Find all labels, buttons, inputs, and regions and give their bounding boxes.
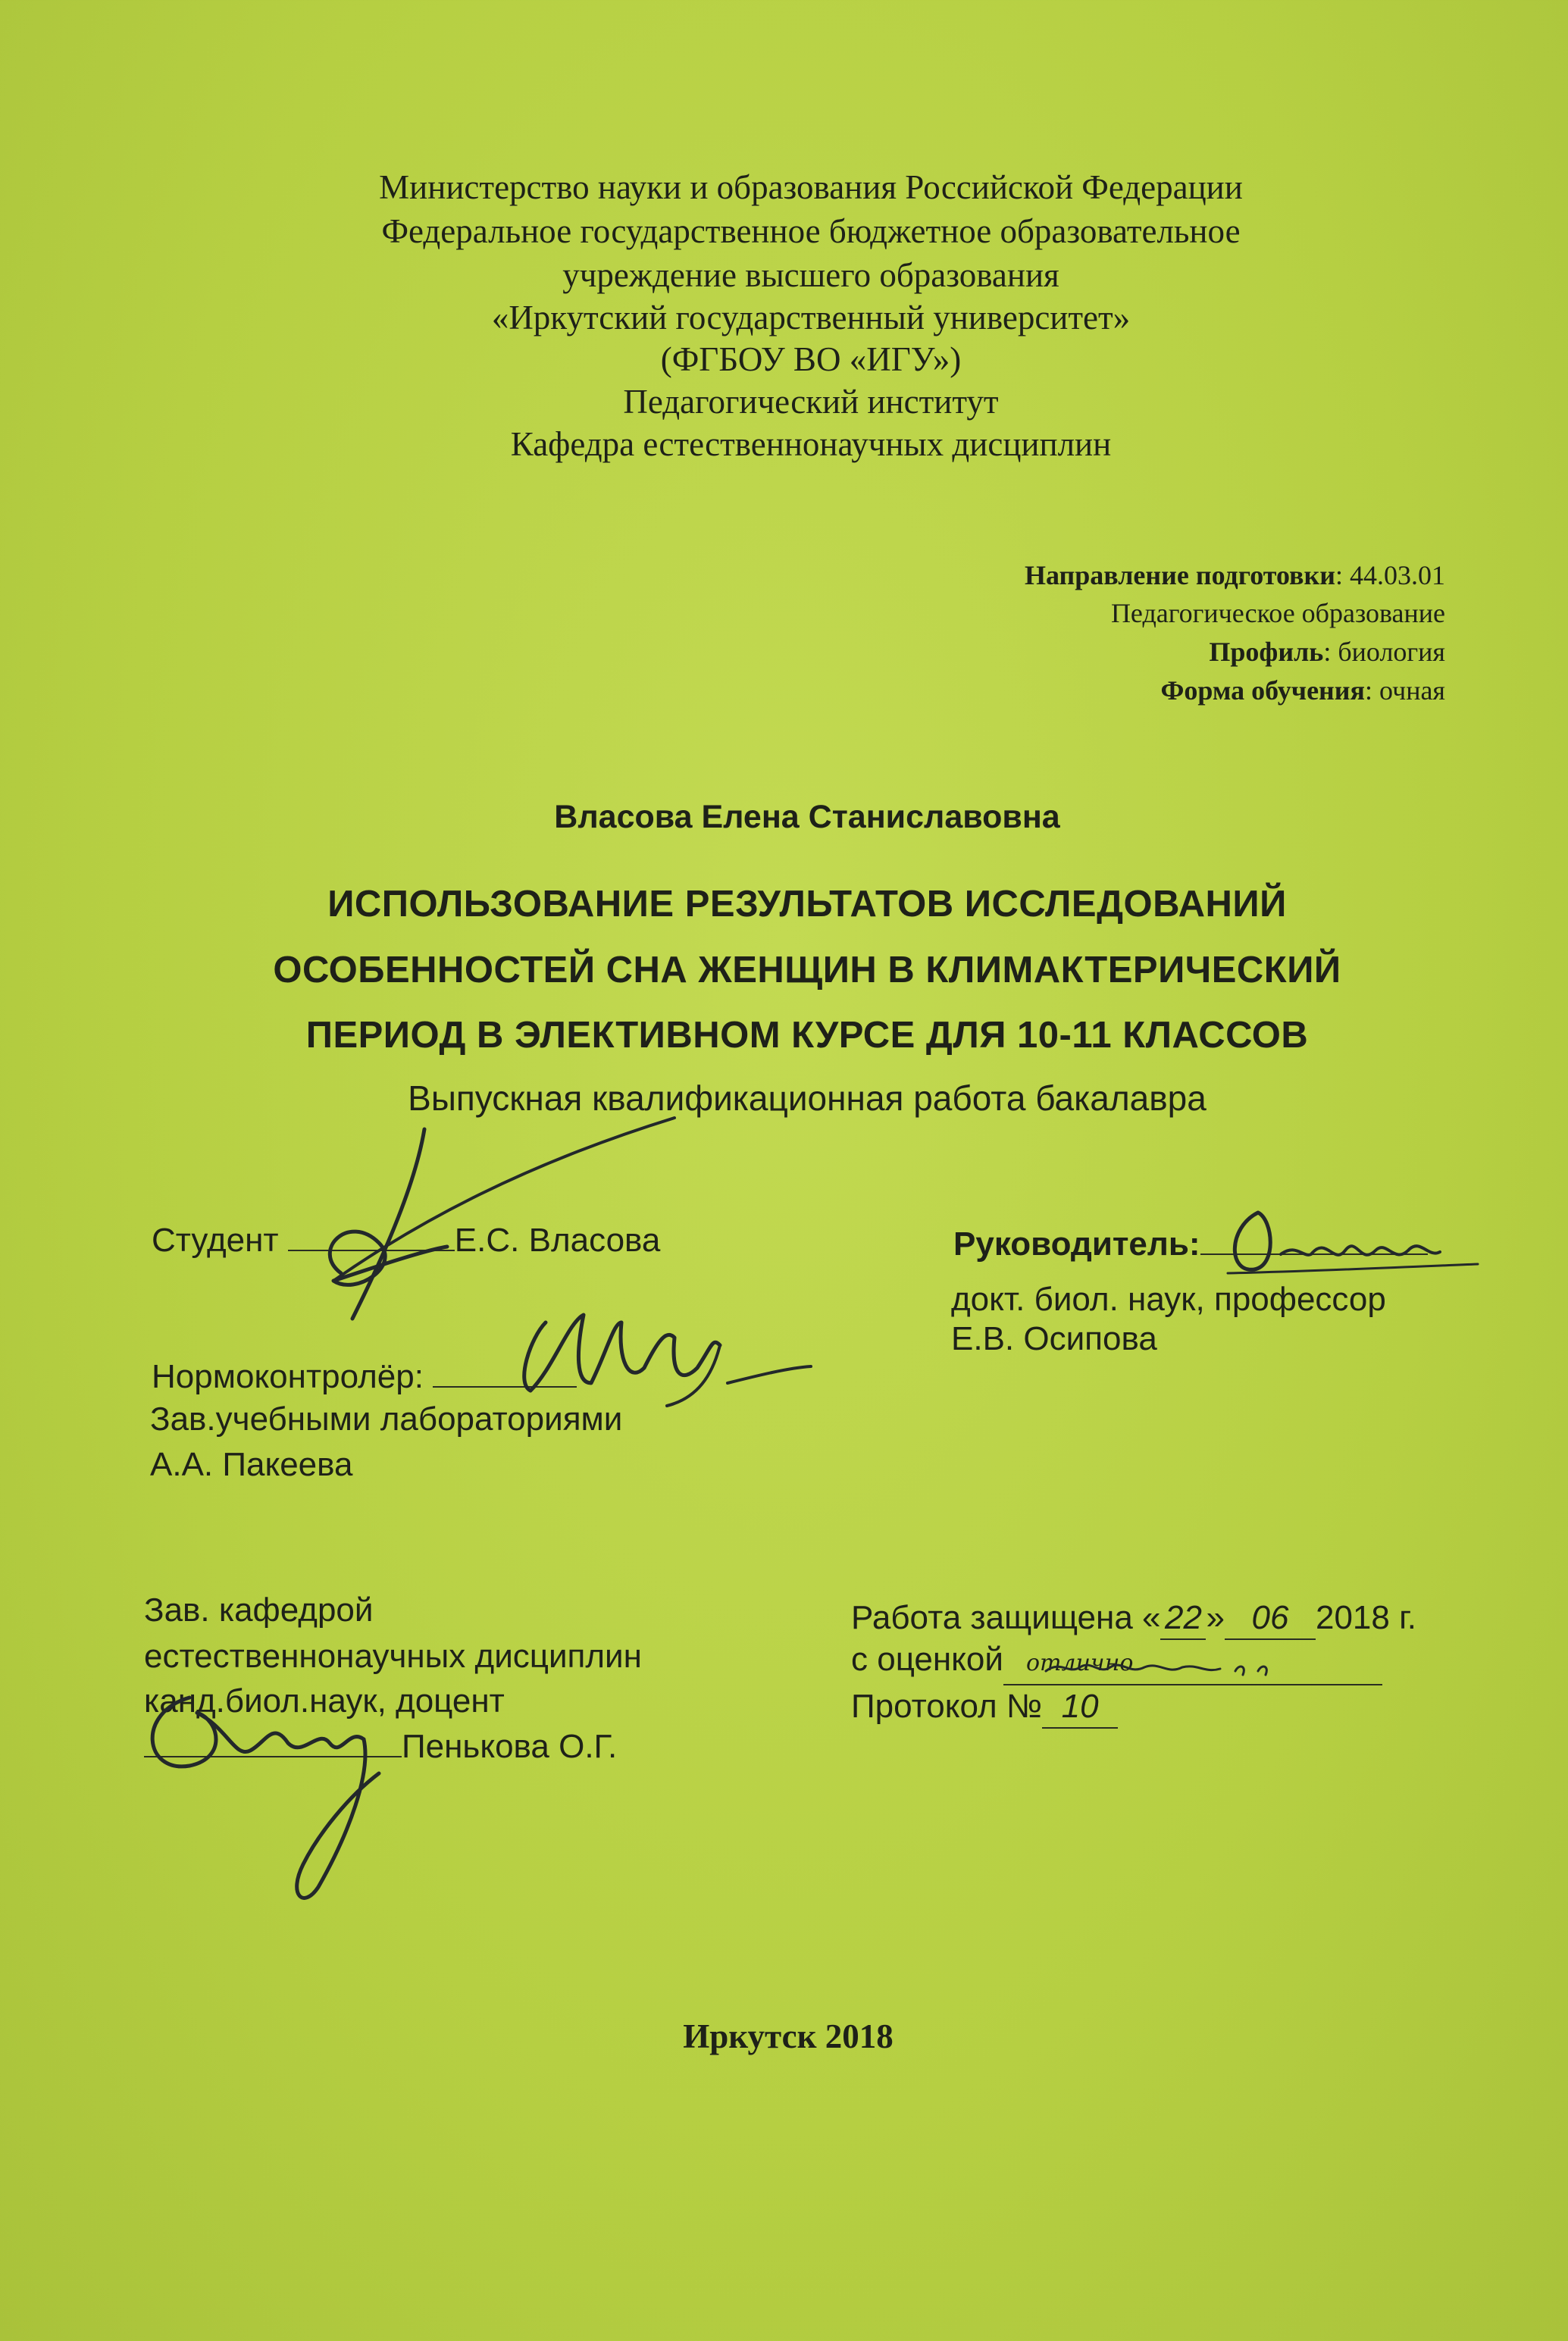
hod-department: естественнонаучных дисциплин (144, 1638, 642, 1675)
defense-mid: » (1206, 1599, 1225, 1636)
normcontroller-label: Нормоконтролёр: (152, 1358, 424, 1395)
study-form-line (1160, 671, 1445, 710)
university-abbr: (ФГБОУ ВО «ИГУ») (660, 340, 962, 378)
defense-prefix: Работа защищена « (851, 1599, 1161, 1636)
grade-value: отлично (1003, 1643, 1382, 1685)
direction-name: Педагогическое образование (1110, 598, 1445, 628)
supervisor-label: Руководитель: (953, 1225, 1200, 1263)
protocol-label: Протокол № (851, 1688, 1043, 1725)
student-name: Е.С. Власова (454, 1222, 661, 1259)
supervisor-position: докт. биол. наук, профессор (951, 1281, 1386, 1318)
defense-date-line (851, 1598, 1416, 1640)
direction-line (1025, 556, 1445, 595)
institution-level-line: учреждение высшего образования (562, 256, 1059, 294)
institution-type-line: Федеральное государственное бюджетное образовательное (381, 212, 1241, 250)
grade-label: с оценкой (851, 1641, 1003, 1678)
direction-label: Направление подготовки (1024, 560, 1335, 590)
study-form-label: Форма обучения (1160, 675, 1366, 706)
supervisor-signature (1213, 1182, 1485, 1288)
profile-label: Профиль (1209, 637, 1324, 667)
normcontroller-name: А.А. Пакеева (150, 1446, 353, 1483)
hod-degree: канд.биол.наук, доцент (144, 1682, 505, 1720)
city-year: Иркутск 2018 (683, 2017, 894, 2055)
ministry-line: Министерство науки и образования Российской Федерации (379, 168, 1243, 206)
defense-year: 2018 г. (1315, 1599, 1416, 1636)
thesis-title-line-3: ПЕРИОД В ЭЛЕКТИВНОМ КУРСЕ ДЛЯ 10-11 КЛАССОВ (305, 1015, 1309, 1056)
hod-name: Пенькова О.Г. (402, 1728, 618, 1765)
profile-value: : биология (1323, 637, 1445, 667)
grade-handwriting (1038, 1645, 1296, 1690)
hod-title: Зав. кафедрой (144, 1591, 374, 1629)
author-name: Власова Елена Станиславовна (554, 799, 1060, 835)
study-form-value: : очная (1365, 675, 1445, 706)
thesis-title-line-1: ИСПОЛЬЗОВАНИЕ РЕЗУЛЬТАТОВ ИССЛЕДОВАНИЙ (327, 884, 1287, 925)
normcontroller-signature (485, 1292, 864, 1421)
institute-name: Педагогический институт (623, 383, 999, 421)
university-name: «Иркутский государственный университет» (491, 299, 1131, 336)
work-type: Выпускная квалификационная работа бакалавра (408, 1078, 1207, 1118)
department-name: Кафедра естественнонаучных дисциплин (510, 425, 1112, 463)
student-label: Студент (152, 1222, 279, 1259)
defense-month: 06 (1225, 1598, 1316, 1640)
thesis-title-line-2: ОСОБЕННОСТЕЙ СНА ЖЕНЩИН В КЛИМАКТЕРИЧЕСКИЙ (273, 950, 1341, 991)
normcontroller-position: Зав.учебными лабораториями (150, 1401, 623, 1438)
protocol-number: 10 (1042, 1686, 1118, 1729)
supervisor-name: Е.В. Осипова (951, 1320, 1157, 1357)
protocol-line (851, 1686, 1118, 1729)
direction-value: : 44.03.01 (1335, 560, 1445, 590)
hod-signature (121, 1667, 470, 1917)
profile-line (1209, 633, 1445, 671)
defense-day: 22 (1160, 1598, 1206, 1640)
